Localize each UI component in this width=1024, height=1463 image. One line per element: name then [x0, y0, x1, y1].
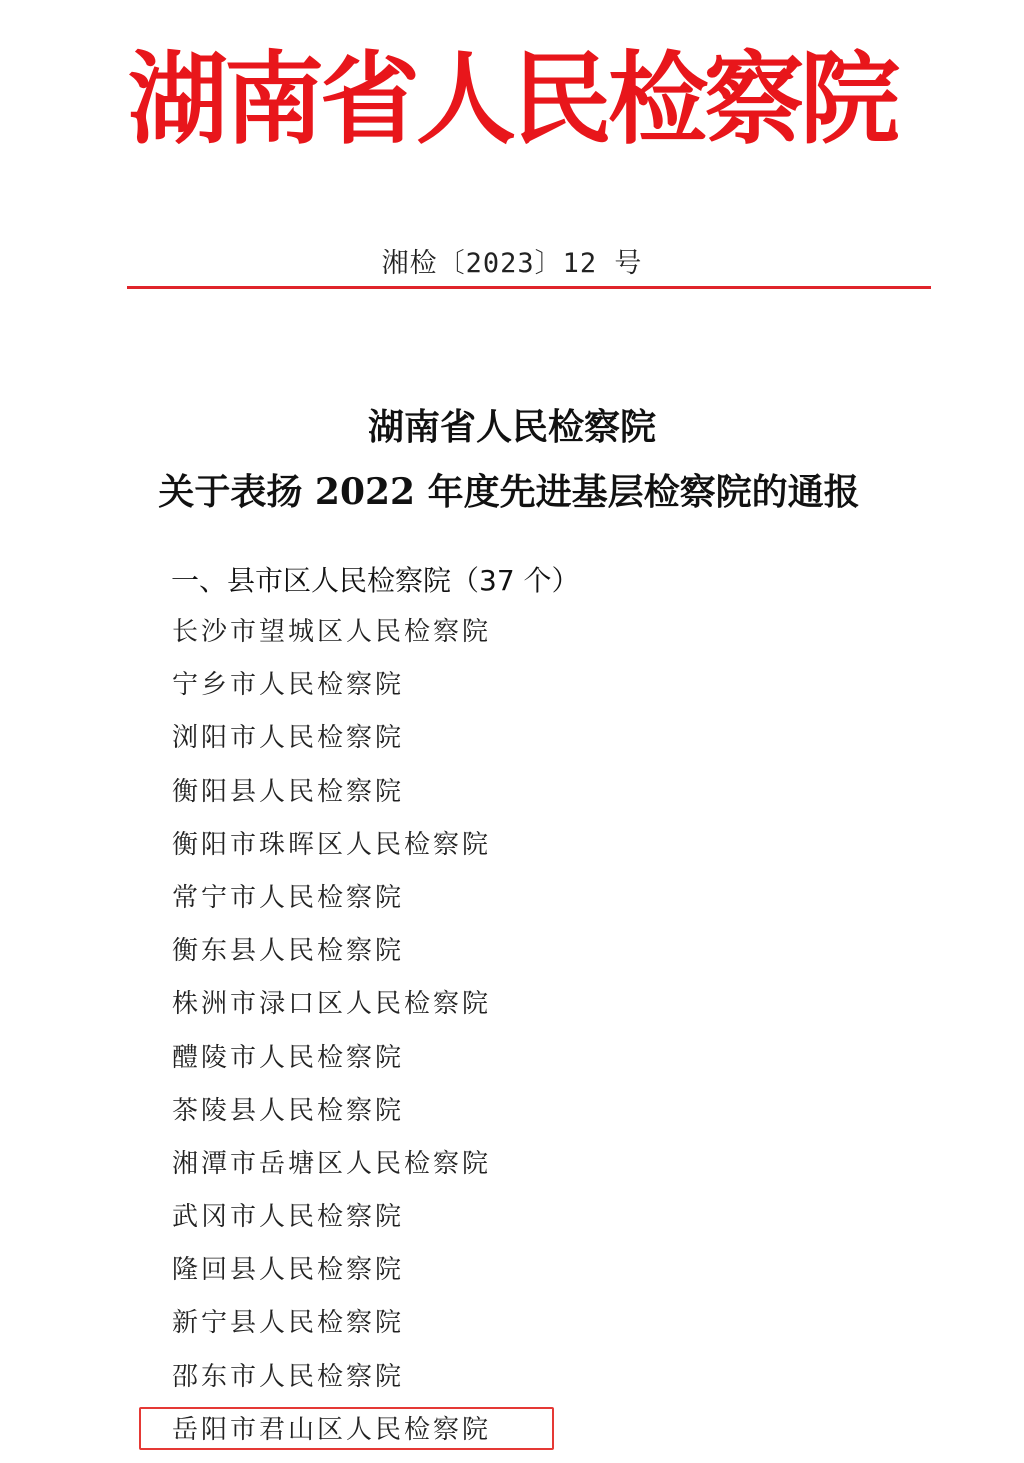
notice-title-line-2: 关于表扬 2022 年度先进基层检察院的通报	[158, 471, 860, 513]
list-item: 常宁市人民检察院	[172, 882, 405, 913]
list-item: 新宁县人民检察院	[172, 1308, 405, 1339]
notice-title-line-1: 湖南省人民检察院	[367, 406, 656, 448]
list-item: 长沙市望城区人民检察院	[172, 617, 492, 647]
list-item: 衡阳县人民检察院	[172, 776, 405, 807]
procuratorate-list	[172, 612, 491, 1463]
list-item: 隆回县人民检察院	[172, 1255, 405, 1286]
masthead-title: 湖南省人民检察院	[128, 41, 896, 158]
list-item: 宁乡市人民检察院	[172, 670, 405, 701]
list-item: 醴陵市人民检察院	[172, 1042, 405, 1073]
list-item: 衡东县人民检察院	[172, 936, 405, 967]
list-item: 武冈市人民检察院	[172, 1202, 405, 1233]
list-item: 湘潭市岳塘区人民检察院	[172, 1148, 492, 1179]
list-item-highlighted: 岳阳市君山区人民检察院	[172, 1414, 492, 1445]
list-item: 衡阳市珠晖区人民检察院	[172, 829, 492, 860]
list-item: 邵东市人民检察院	[172, 1361, 405, 1392]
highlight-box	[139, 1407, 554, 1450]
masthead-divider	[127, 286, 931, 289]
list-item: 茶陵县人民检察院	[172, 1095, 405, 1126]
list-item: 株洲市渌口区人民检察院	[172, 989, 492, 1020]
section-heading: 一、县市区人民检察院（37 个）	[171, 564, 580, 597]
list-item: 浏阳市人民检察院	[172, 723, 405, 754]
document-number: 湘检〔2023〕12 号	[381, 248, 643, 279]
